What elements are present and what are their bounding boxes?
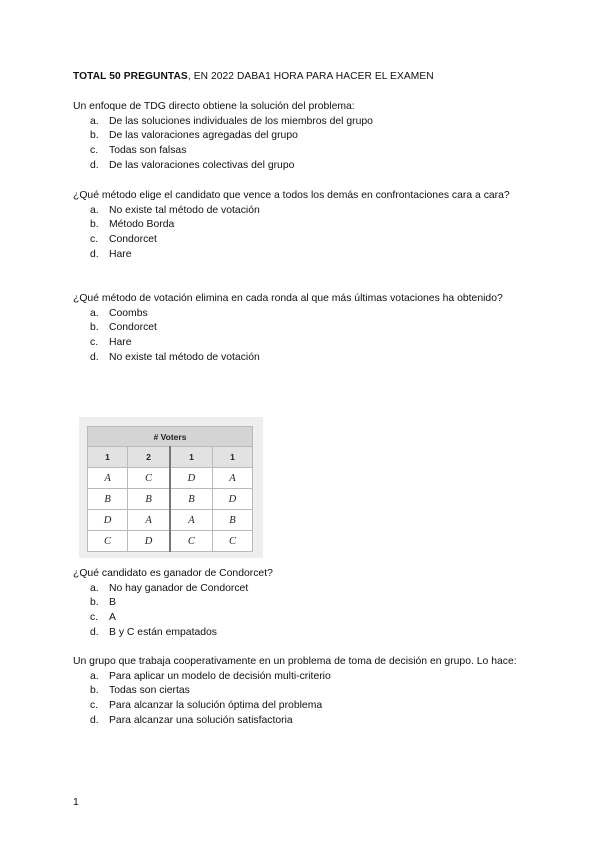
option-b: [73, 129, 528, 144]
option-b: [73, 321, 528, 336]
ranking-cell: C: [88, 531, 128, 552]
option-b: [73, 596, 528, 611]
option-a: [73, 670, 528, 685]
ranking-cell: D: [170, 468, 212, 489]
option-a: [73, 204, 528, 219]
option-letter: b.: [90, 597, 99, 609]
voters-table-title: # Voters: [88, 427, 253, 447]
question-stem: ¿Qué método elige el candidato que vence a todos los demás en confrontaciones cara a cara?: [73, 190, 510, 201]
ranking-cell: D: [88, 510, 128, 531]
option-text: De las valoraciones colectivas del grupo: [109, 159, 295, 171]
option-text: A: [109, 612, 116, 624]
option-letter: c.: [90, 234, 99, 246]
option-c: [73, 336, 528, 351]
option-b: [73, 218, 528, 233]
option-d: [73, 159, 528, 174]
ranking-cell: B: [128, 489, 170, 510]
voters-table: [87, 426, 253, 552]
option-list: [73, 670, 528, 729]
question-2: [73, 189, 528, 263]
option-list: [73, 307, 528, 366]
header-bold: TOTAL 50 PREGUNTAS: [73, 71, 188, 82]
ranking-cell: A: [212, 468, 252, 489]
option-text: Para alcanzar una solución satisfactoria: [109, 714, 293, 726]
option-letter: a.: [90, 670, 99, 682]
header-rest: , EN 2022 DABA1 HORA PARA HACER EL EXAMEN: [187, 71, 434, 82]
option-c: [73, 144, 528, 159]
voter-count: 1: [212, 447, 252, 468]
option-letter: a.: [90, 307, 99, 319]
option-a: [73, 115, 528, 130]
question-1: [73, 100, 528, 174]
option-list: [73, 582, 528, 641]
option-list: [73, 204, 528, 263]
ranking-cell: C: [128, 468, 170, 489]
ranking-cell: B: [88, 489, 128, 510]
question-stem: ¿Qué método de votación elimina en cada ronda al que más últimas votaciones ha obtenido?: [73, 293, 503, 304]
ranking-cell: B: [212, 510, 252, 531]
ranking-cell: A: [170, 510, 212, 531]
option-letter: c.: [90, 145, 99, 157]
option-text: Método Borda: [109, 219, 175, 231]
option-text: B y C están empatados: [109, 626, 218, 638]
question-stem: Un enfoque de TDG directo obtiene la solución del problema:: [73, 101, 355, 112]
option-letter: a.: [90, 115, 99, 127]
option-text: De las valoraciones agregadas del grupo: [109, 130, 298, 142]
option-letter: c.: [90, 700, 99, 712]
question-5: [73, 655, 528, 729]
option-letter: c.: [90, 337, 99, 349]
option-text: Hare: [109, 248, 132, 260]
option-text: Condorcet: [109, 234, 157, 246]
question-stem: Un grupo que trabaja cooperativamente en un problema de toma de decisión en grupo. Lo hace:: [73, 656, 517, 667]
option-c: [73, 233, 528, 248]
option-text: No existe tal método de votación: [109, 351, 260, 363]
page-number: 1: [73, 797, 79, 808]
option-text: Para aplicar un modelo de decisión multi-criterio: [109, 670, 331, 682]
ranking-cell: C: [170, 531, 212, 552]
option-text: No hay ganador de Condorcet: [109, 582, 249, 594]
ranking-cell: D: [128, 531, 170, 552]
option-text: Condorcet: [109, 322, 157, 334]
option-d: [73, 626, 528, 641]
option-d: [73, 248, 528, 263]
option-letter: c.: [90, 612, 99, 624]
option-letter: d.: [90, 714, 99, 726]
option-a: [73, 582, 528, 597]
option-letter: a.: [90, 582, 99, 594]
option-text: Coombs: [109, 307, 148, 319]
option-d: [73, 351, 528, 366]
option-text: Todas son ciertas: [109, 685, 190, 697]
option-text: Para alcanzar la solución óptima del problema: [109, 700, 323, 712]
option-text: Todas son falsas: [109, 145, 187, 157]
voter-count: 1: [170, 447, 212, 468]
ranking-cell: B: [170, 489, 212, 510]
option-letter: a.: [90, 204, 99, 216]
option-c: [73, 611, 528, 626]
option-a: [73, 307, 528, 322]
option-letter: d.: [90, 159, 99, 171]
option-letter: d.: [90, 626, 99, 638]
option-letter: b.: [90, 130, 99, 142]
option-letter: b.: [90, 685, 99, 697]
option-text: De las soluciones individuales de los miembros del grupo: [109, 115, 373, 127]
option-list: [73, 115, 528, 174]
option-text: Hare: [109, 337, 132, 349]
ranking-cell: D: [212, 489, 252, 510]
ranking-cell: A: [88, 468, 128, 489]
option-text: B: [109, 597, 116, 609]
option-d: [73, 714, 528, 729]
exam-header: [73, 71, 434, 82]
voter-count: 2: [128, 447, 170, 468]
ranking-cell: C: [212, 531, 252, 552]
question-stem: ¿Qué candidato es ganador de Condorcet?: [73, 568, 273, 579]
option-letter: d.: [90, 248, 99, 260]
voter-count: 1: [88, 447, 128, 468]
option-b: [73, 684, 528, 699]
option-letter: b.: [90, 219, 99, 231]
question-3: [73, 292, 528, 366]
option-letter: b.: [90, 322, 99, 334]
question-4: [73, 567, 528, 641]
voters-table-figure: [79, 417, 263, 558]
option-text: No existe tal método de votación: [109, 204, 260, 216]
option-c: [73, 699, 528, 714]
option-letter: d.: [90, 351, 99, 363]
ranking-cell: A: [128, 510, 170, 531]
